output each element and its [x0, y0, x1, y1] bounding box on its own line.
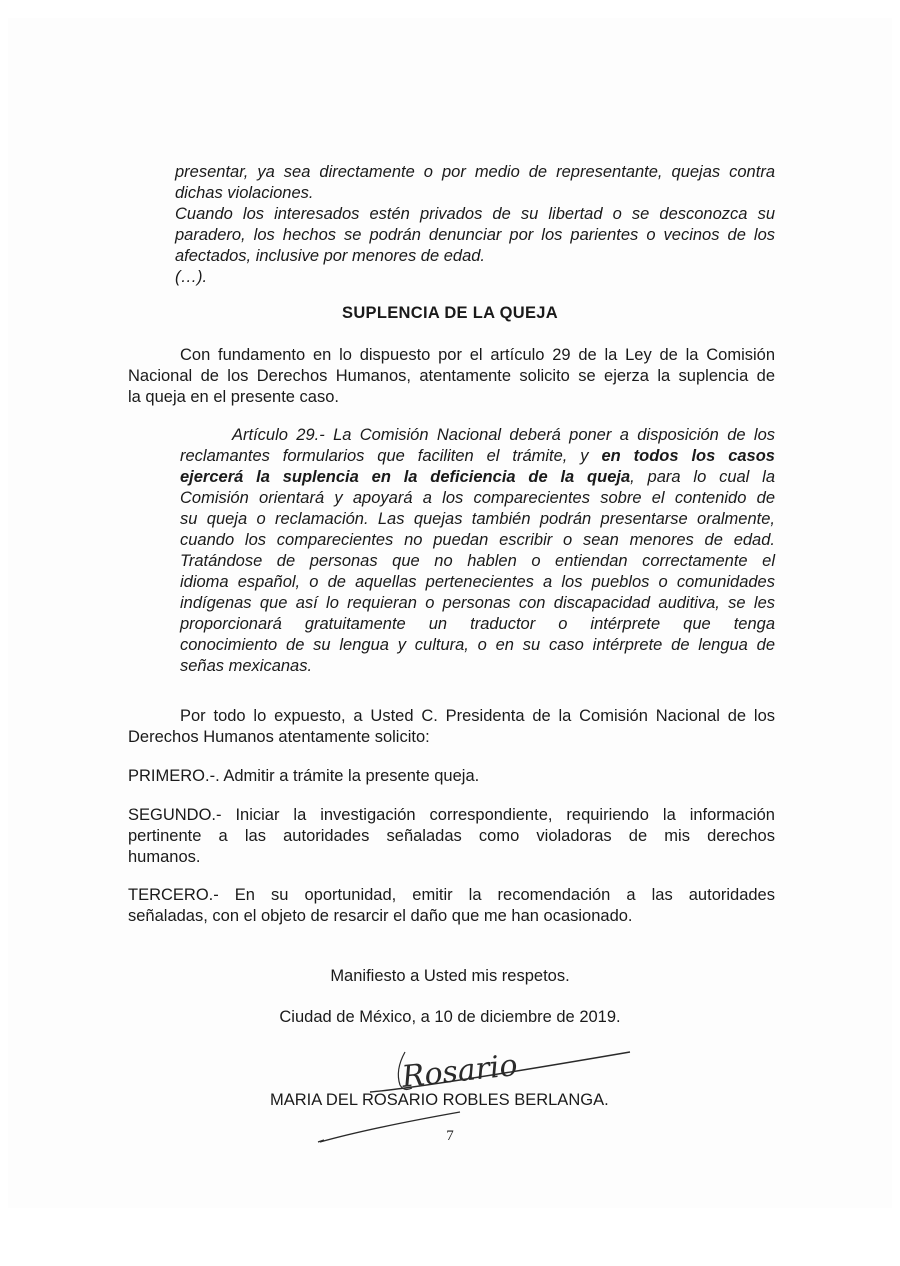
tercero-line: TERCERO.- En su oportunidad, emitir la recomendación a las autoridades [128, 886, 775, 904]
place-date: Ciudad de México, a 10 de diciembre de 2019. [279, 1008, 621, 1026]
segundo-line: humanos. [128, 848, 201, 866]
signature-script: Rosario [400, 1048, 520, 1095]
article-line: su queja o reclamación. Las quejas también podrán presentarse oralmente, [180, 510, 775, 528]
request-line: Por todo lo expuesto, a Usted C. Presidenta de la Comisión Nacional de los [180, 707, 775, 725]
article-emphasis: en todos los casos [601, 447, 775, 465]
section-heading: SUPLENCIA DE LA QUEJA [342, 304, 558, 322]
article-text: , para lo cual la [630, 468, 775, 486]
page-bottom-margin [0, 1208, 900, 1266]
segundo-point [128, 805, 775, 868]
article-text: reclamantes formularios que faciliten el trámite, y [180, 447, 602, 465]
segundo-line: pertinente a las autoridades señaladas como violadoras de mis derechos [128, 827, 775, 845]
article-line: indígenas que así lo requieran o personas con discapacidad auditiva, se les [180, 594, 775, 612]
article-line: conocimiento de su lengua y cultura, o en su caso intérprete de lengua de [180, 636, 775, 654]
tercero-point [128, 885, 775, 927]
article-29-quote [180, 425, 775, 677]
article-line: proporcionará gratuitamente un traductor o intérprete que tenga [180, 615, 775, 633]
article-line: señas mexicanas. [180, 657, 313, 675]
article-line: Tratándose de personas que no hablen o entiendan correctamente el [180, 552, 775, 570]
article-emphasis: ejercerá la suplencia en la deficiencia de la queja [180, 468, 631, 486]
article-line: cuando los comparecientes no puedan escribir o sean menores de edad. [180, 531, 775, 549]
article-line: Artículo 29.- La Comisión Nacional deberá poner a disposición de los [232, 426, 775, 444]
article-line: idioma español, o de aquellas pertenecientes a los pueblos o comunidades [180, 573, 775, 591]
primero-point: PRIMERO.-. Admitir a trámite la presente queja. [128, 767, 480, 785]
article-line: Comisión orientará y apoyará a los comparecientes sobre el contenido de [180, 489, 775, 507]
quote-line: presentar, ya sea directamente o por medio de representante, quejas contra [175, 163, 775, 181]
quote-line: Cuando los interesados estén privados de su libertad o se desconozca su [175, 205, 775, 223]
quote-line: (…). [175, 268, 208, 286]
tercero-line: señaladas, con el objeto de resarcir el daño que me han ocasionado. [128, 907, 633, 925]
intro-line: Con fundamento en lo dispuesto por el artículo 29 de la Ley de la Comisión [180, 346, 775, 364]
intro-paragraph [128, 345, 775, 408]
intro-line: la queja en el presente caso. [128, 388, 339, 406]
quote-line: afectados, inclusive por menores de edad. [175, 247, 486, 265]
page-number: 7 [446, 1128, 454, 1144]
segundo-line: SEGUNDO.- Iniciar la investigación correspondiente, requiriendo la información [128, 806, 775, 824]
signatory-name: MARIA DEL ROSARIO ROBLES BERLANGA. [270, 1091, 609, 1109]
quote-line: paradero, los hechos se podrán denunciar por los parientes o vecinos de los [175, 226, 775, 244]
request-paragraph [128, 706, 775, 748]
article-line [180, 467, 775, 488]
intro-line: Nacional de los Derechos Humanos, atentamente solicito se ejerza la suplencia de [128, 367, 775, 385]
request-line: Derechos Humanos atentamente solicito: [128, 728, 430, 746]
article-line [180, 446, 775, 467]
quote-continuation [175, 162, 775, 288]
closing-line: Manifiesto a Usted mis respetos. [330, 967, 570, 985]
quote-line: dichas violaciones. [175, 184, 314, 202]
